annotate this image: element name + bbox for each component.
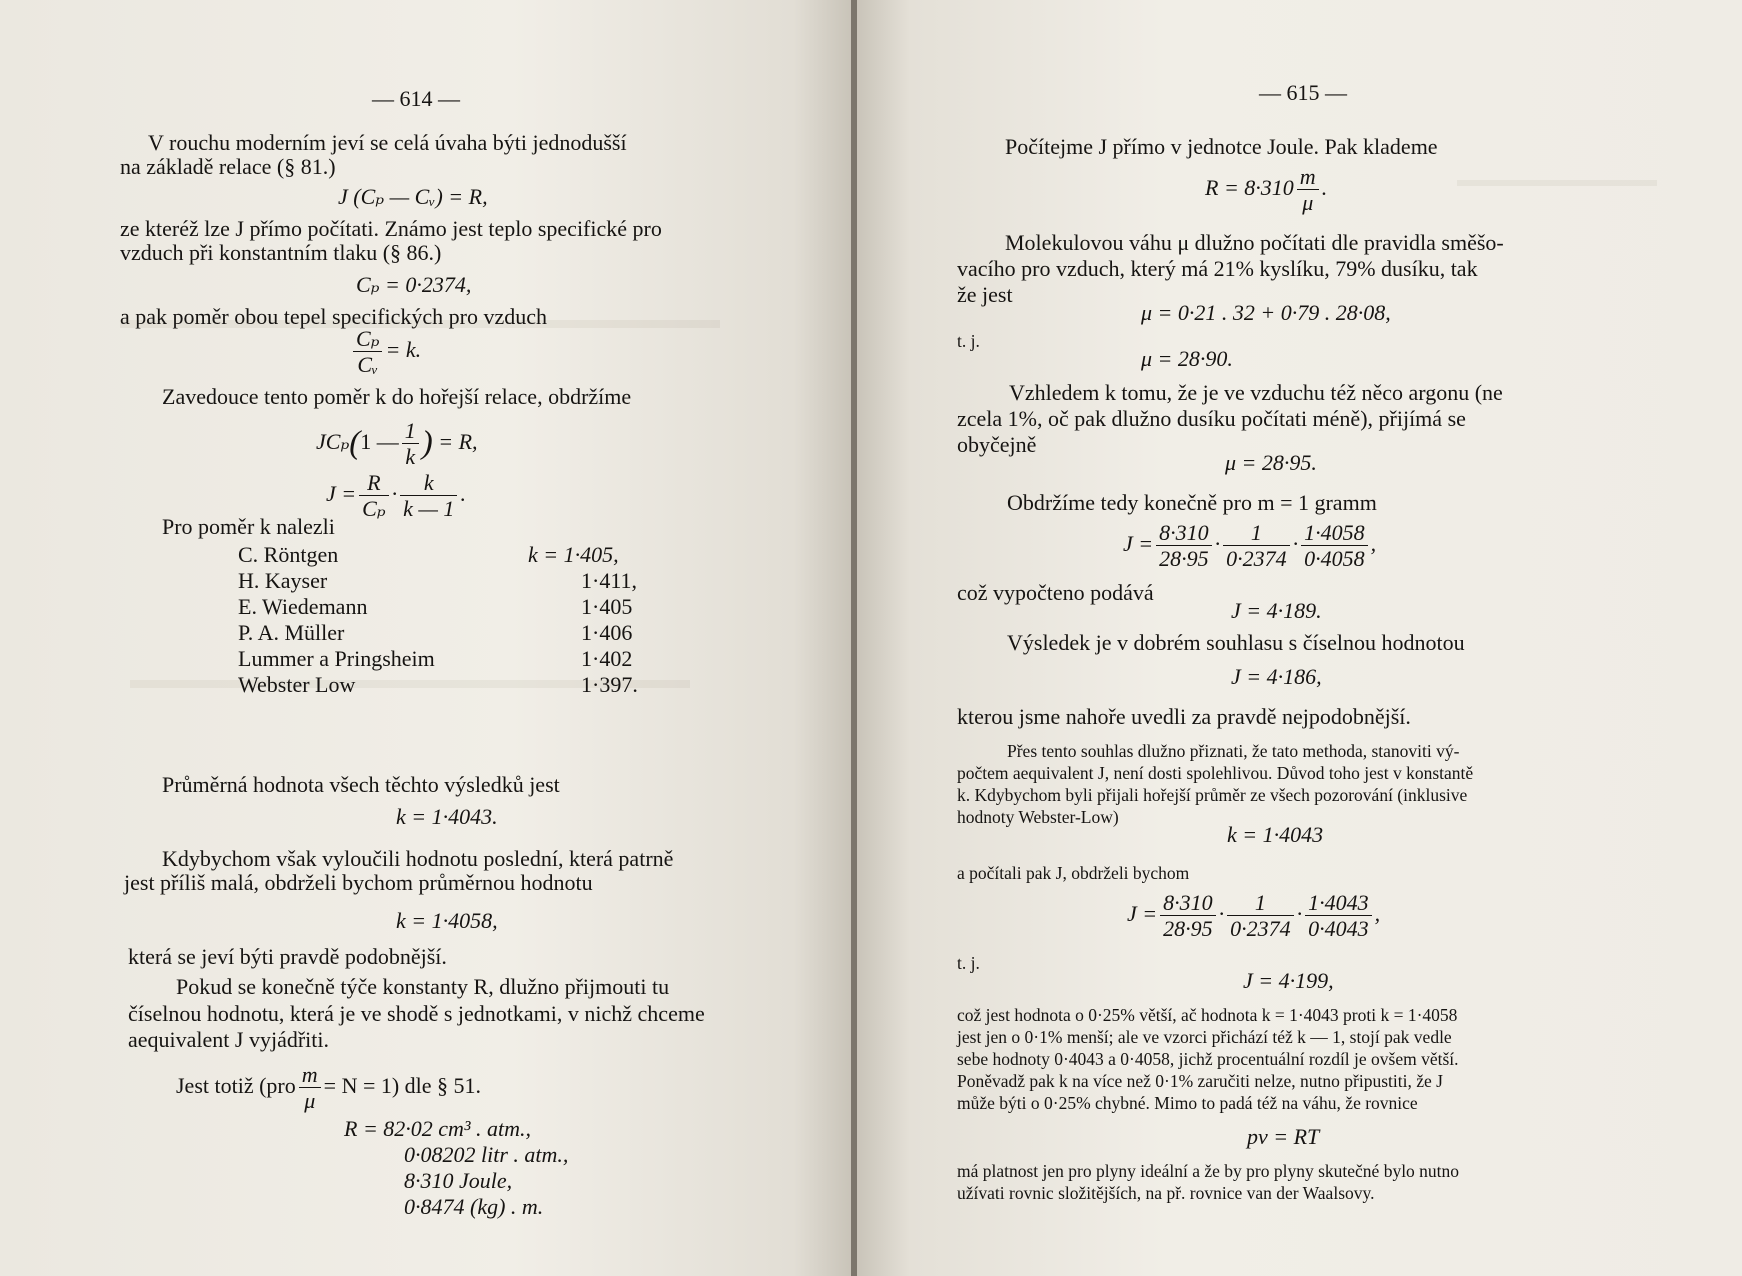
table-cell: 1·402 [581, 646, 633, 671]
small-text-line: Poněvadž pak k na více než 0·1% zaručiti nelze, nutno připustiti, že J [957, 1071, 1443, 1091]
fraction-numerator: 1 [1227, 890, 1294, 916]
show-through-shadow [1457, 180, 1657, 186]
equation: J = 4·189. [1231, 598, 1322, 623]
equation-ratio [350, 326, 421, 378]
text-line: vacího pro vzduch, který má 21% kyslíku, 79% dusíku, tak [957, 256, 1478, 281]
text-line: Průměrná hodnota všech těchto výsledků jest [162, 772, 560, 797]
equation-lhs: J = [1123, 530, 1154, 556]
equation-lhs: R = 8·310 [1205, 174, 1294, 200]
table-cell: 1·397. [581, 672, 638, 697]
table-cell: 1·411, [581, 568, 638, 593]
fraction-denominator: 0·4058 [1304, 546, 1365, 572]
equation-rhs: = R, [438, 428, 478, 454]
fraction-denominator: 28·95 [1159, 546, 1209, 572]
fraction-numerator: k [400, 470, 457, 496]
text-span: Jest totiž (pro [176, 1072, 296, 1098]
small-text-line: hodnoty Webster-Low) [957, 807, 1119, 827]
small-text-line: a počítali pak J, obdrželi bychom [957, 863, 1190, 883]
equation: k = 1·4043. [396, 804, 498, 829]
fraction-numerator: 1·4058 [1301, 520, 1368, 546]
small-text-line: může býti o 0·25% chybné. Mimo to padá též na váhu, že rovnice [957, 1093, 1418, 1113]
text-line: Kdybychom však vyloučili hodnotu poslední, která patrně [162, 846, 674, 871]
table-cell: E. Wiedemann [238, 594, 368, 619]
right-page [857, 0, 1742, 1276]
fraction-denominator: k — 1 [403, 496, 455, 522]
text-line: číselnou hodnotu, která je ve shodě s jednotkami, v nichž chceme [128, 1001, 705, 1026]
left-page [0, 0, 853, 1276]
text-line: kterou jsme nahoře uvedli za pravdě nejpodobnější. [957, 704, 1411, 729]
table-row [238, 672, 638, 698]
table-cell: 1·406 [581, 620, 633, 645]
table-cell: k = 1·405, [528, 542, 619, 567]
text-line: vzduch při konstantním tlaku (§ 86.) [120, 240, 442, 265]
equation-inner: 1 — [360, 428, 399, 454]
equation-rhs: = k. [385, 336, 422, 362]
text-line: V rouchu moderním jeví se celá úvaha býti jednodušší [148, 130, 627, 155]
text-line: což vypočteno podává [957, 580, 1154, 605]
text-line: zcela 1%, oč pak dlužno dusíku počítati méně), přijímá se [957, 406, 1466, 431]
equation-relation: JCₚ(1 — $\frac{1}{k}$ ) = R, [316, 418, 478, 470]
text-line: aequivalent J vyjádřiti. [128, 1027, 329, 1052]
text-line: jest příliš malá, obdrželi bychom průměrnou hodnotu [124, 870, 593, 895]
small-text-line: má platnost jen pro plyny ideální a že by pro plyny skutečné bylo nutno [957, 1161, 1460, 1181]
small-text-line: Přes tento souhlas dlužno přiznati, že tato methoda, stanoviti vý- [1007, 741, 1460, 761]
table-cell: Lummer a Pringsheim [238, 646, 435, 671]
fraction-numerator: 8·310 [1160, 890, 1216, 916]
text-line: t. j. [957, 331, 980, 351]
table-cell: 1·405 [581, 594, 633, 619]
table-row [238, 646, 638, 672]
small-text-line: což jest hodnota o 0·25% větší, ač hodnota k = 1·4043 proti k = 1·4058 [957, 1005, 1458, 1025]
equation-lhs: J = [326, 480, 357, 506]
text-line: Zavedouce tento poměr k do hořejší relace, obdržíme [162, 384, 632, 409]
text-line: Pokud se konečně týče konstanty R, dlužno přijmouti tu [176, 974, 670, 999]
equation: μ = 28·90. [1141, 346, 1233, 371]
fraction-denominator: 0·4043 [1308, 916, 1369, 942]
equation: Cₚ = 0·2374, [356, 272, 472, 297]
r-value: 8·310 Joule, [404, 1168, 513, 1193]
fraction-numerator: 1 [402, 418, 419, 444]
text-line: Počítejme J přímo v jednotce Joule. Pak klademe [1005, 134, 1438, 159]
fraction-denominator: 28·95 [1163, 916, 1213, 942]
fraction-denominator: μ [304, 1088, 316, 1114]
results-table [238, 542, 638, 698]
fraction-denominator: Cₚ [362, 496, 386, 522]
table-cell: H. Kayser [238, 568, 328, 593]
equation: J = 4·199, [1243, 968, 1334, 993]
equation-j: J = $\frac{R}{\text{Cₚ}}$ · $\frac{k}{k — 1}$ . [326, 470, 466, 522]
table-row [238, 568, 638, 594]
text-line: Molekulovou váhu μ dlužno počítati dle pravidla směšo- [1005, 230, 1504, 255]
fraction-denominator: Cᵥ [357, 352, 379, 378]
fraction-numerator: 8·310 [1156, 520, 1212, 546]
fraction-numerator: 1·4043 [1305, 890, 1372, 916]
equation-j: J = $\frac{8\cdot 310}{28\cdot 95}$ · $\frac{1}{0\cdot 2374}$ · $\frac{1\cdot 4043}{0\cdot 4043}$ , [1127, 890, 1381, 942]
text-line: t. j. [957, 953, 980, 973]
text-line: ze kteréž lze J přímo počítati. Známo jest teplo specifické pro [120, 216, 662, 241]
equation: k = 1·4058, [396, 908, 498, 933]
fraction-denominator: k [405, 444, 416, 470]
results-table-grid [238, 542, 638, 698]
page-number: — 615 — [1259, 80, 1347, 105]
text-line: obyčejně [957, 432, 1037, 457]
page-number: — 614 — [372, 86, 460, 111]
small-text-line: počtem aequivalent J, není dosti spolehlivou. Důvod toho jest v konstantě [957, 763, 1474, 783]
fraction-numerator: R [359, 470, 388, 496]
equation: μ = 0·21 . 32 + 0·79 . 28·08, [1141, 300, 1391, 325]
text-line: a pak poměr obou tepel specifických pro vzduch [120, 304, 548, 329]
equation: pv = RT [1247, 1124, 1320, 1149]
text-line: Pro poměr k nalezli [162, 514, 335, 539]
r-value: R = 82·02 cm³ . atm., [344, 1116, 532, 1141]
equation: k = 1·4043 [1227, 822, 1324, 847]
text-line: která se jeví býti pravdě podobnější. [128, 944, 447, 969]
small-text-line: k. Kdybychom byli přijali hořejší průměr ze všech pozorování (inklusive [957, 785, 1468, 805]
small-text-line: jest jen o 0·1% menší; ale ve vzorci přichází též k — 1, stojí pak vedle [957, 1027, 1452, 1047]
table-cell: Webster Low [238, 672, 356, 697]
small-text-line: užívati rovnic složitějších, na př. rovnice van der Waalsovy. [957, 1183, 1375, 1203]
small-text-line: sebe hodnoty 0·4043 a 0·4058, jichž procentuální rozdíl je ovšem větší. [957, 1049, 1459, 1069]
equation-lhs: JCₚ [316, 428, 350, 454]
text-span: = N = 1) dle § 51. [323, 1072, 482, 1098]
text-line: že jest [957, 282, 1013, 307]
fraction-denominator: 0·2374 [1230, 916, 1291, 942]
table-row [238, 594, 638, 620]
table-cell: C. Röntgen [238, 542, 339, 567]
equation: J (Cₚ — Cᵥ) = R, [338, 184, 488, 209]
fraction-denominator: μ [1302, 190, 1314, 216]
r-value: 0·08202 litr . atm., [404, 1142, 569, 1167]
text-line: Vzhledem k tomu, že je ve vzduchu též něco argonu (ne [1009, 380, 1503, 405]
text-line: Obdržíme tedy konečně pro m = 1 gramm [1007, 490, 1377, 515]
equation: μ = 28·95. [1225, 450, 1317, 475]
equation-pro [176, 1062, 481, 1114]
fraction-numerator: 1 [1223, 520, 1290, 546]
text-line: na základě relace (§ 81.) [120, 154, 336, 179]
equation: J = 4·186, [1231, 664, 1322, 689]
fraction-numerator: Cₚ [353, 326, 382, 352]
fraction-denominator: 0·2374 [1226, 546, 1287, 572]
table-row [238, 620, 638, 646]
text-line: Výsledek je v dobrém souhlasu s číselnou hodnotou [1007, 630, 1465, 655]
table-cell: P. A. Müller [238, 620, 345, 645]
fraction-numerator: m [299, 1062, 321, 1088]
equation-j: J = $\frac{8\cdot 310}{28\cdot 95}$ · $\frac{1}{0\cdot 2374}$ · $\frac{1\cdot 4058}{0\cdot 4058}$ , [1123, 520, 1377, 572]
table-row [238, 542, 638, 568]
equation-lhs: J = [1127, 900, 1158, 926]
equation-r: R = 8·310 $\frac{m}{\mu}$ . [1205, 164, 1328, 216]
r-value: 0·8474 (kg) . m. [404, 1194, 544, 1219]
fraction-numerator: m [1297, 164, 1319, 190]
